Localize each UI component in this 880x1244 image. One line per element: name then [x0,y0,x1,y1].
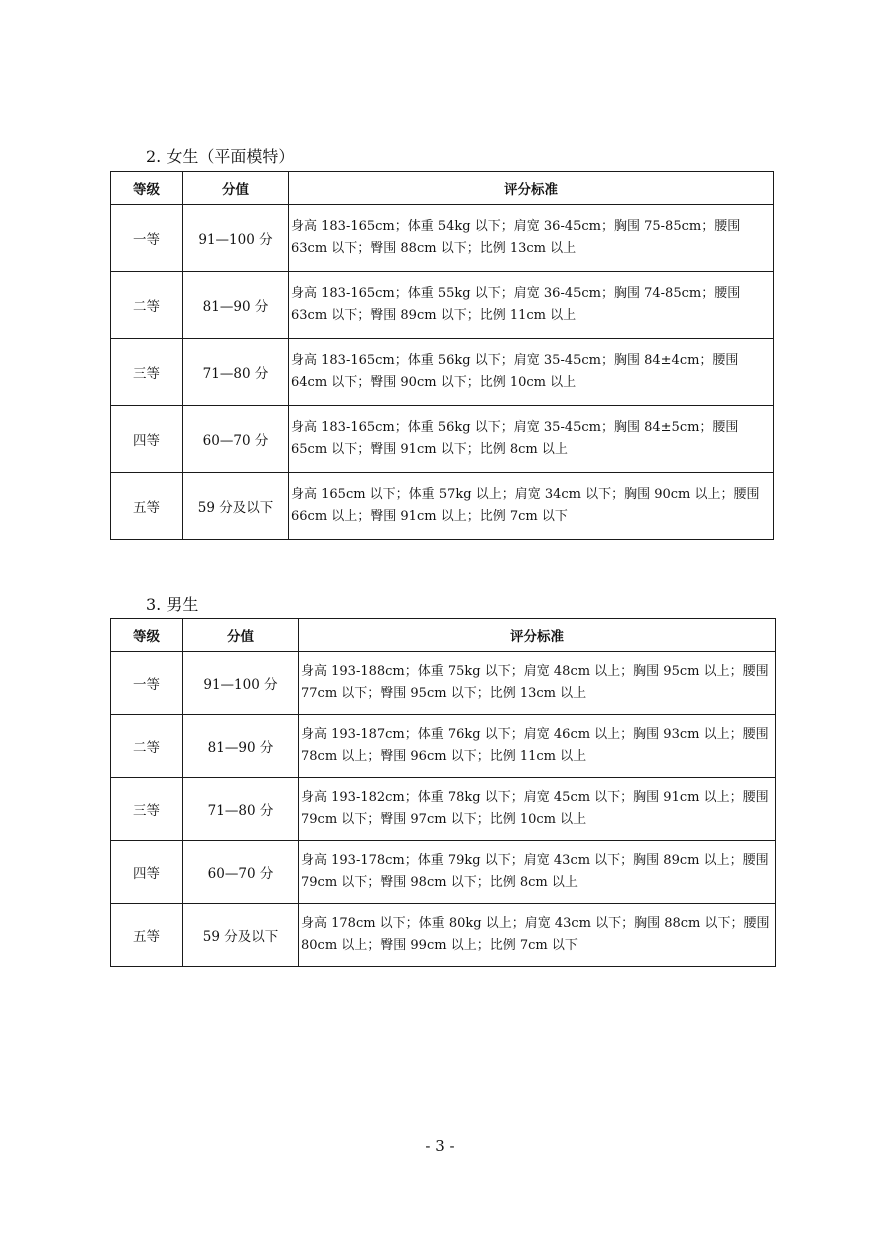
table-row [111,272,774,339]
criteria-cell: 身高 183-165cm；体重 54kg 以下；肩宽 36-45cm；胸围 75-85cm；腰围 63cm 以下；臀围 88cm 以下；比例 13cm 以上 [289,205,774,272]
criteria-cell: 身高 178cm 以下；体重 80kg 以上；肩宽 43cm 以下；胸围 88cm 以下；腰围 80cm 以上；臀围 99cm 以上；比例 7cm 以下 [299,904,776,967]
criteria-cell: 身高 193-188cm；体重 75kg 以下；肩宽 48cm 以上；胸围 95cm 以上；腰围 77cm 以下；臀围 95cm 以下；比例 13cm 以上 [299,652,776,715]
score-cell: 60—70 分 [183,841,299,904]
page-number: - 3 - [425,1137,455,1155]
score-cell: 59 分及以下 [183,904,299,967]
header-criteria: 评分标准 [289,172,774,205]
table-row [111,715,776,778]
grade-cell: 一等 [111,205,183,272]
table-row [111,904,776,967]
grade-cell: 四等 [111,406,183,473]
grade-cell: 二等 [111,272,183,339]
score-cell: 91—100 分 [183,205,289,272]
header-grade: 等级 [111,172,183,205]
criteria-cell: 身高 193-187cm；体重 76kg 以下；肩宽 46cm 以上；胸围 93cm 以上；腰围 78cm 以上；臀围 96cm 以下；比例 11cm 以上 [299,715,776,778]
header-score: 分值 [183,619,299,652]
criteria-cell: 身高 183-165cm；体重 56kg 以下；肩宽 35-45cm；胸围 84±4cm；腰围 64cm 以下；臀围 90cm 以下；比例 10cm 以上 [289,339,774,406]
score-cell: 71—80 分 [183,778,299,841]
header-score: 分值 [183,172,289,205]
score-cell: 91—100 分 [183,652,299,715]
table-row [111,841,776,904]
table-header-row [111,619,776,652]
criteria-cell: 身高 183-165cm；体重 56kg 以下；肩宽 35-45cm；胸围 84±5cm；腰围 65cm 以下；臀围 91cm 以下；比例 8cm 以上 [289,406,774,473]
criteria-cell: 身高 165cm 以下；体重 57kg 以上；肩宽 34cm 以下；胸围 90cm 以上；腰围 66cm 以上；臀围 91cm 以上；比例 7cm 以下 [289,473,774,540]
male-grading-table [110,618,776,967]
grade-cell: 一等 [111,652,183,715]
female-grading-table [110,171,774,540]
score-cell: 59 分及以下 [183,473,289,540]
grade-cell: 二等 [111,715,183,778]
score-cell: 60—70 分 [183,406,289,473]
table-row [111,339,774,406]
header-criteria: 评分标准 [299,619,776,652]
table-row [111,406,774,473]
criteria-cell: 身高 193-182cm；体重 78kg 以下；肩宽 45cm 以下；胸围 91cm 以上；腰围 79cm 以下；臀围 97cm 以下；比例 10cm 以上 [299,778,776,841]
header-grade: 等级 [111,619,183,652]
male-section-title: 3. 男生 [146,595,199,614]
criteria-cell: 身高 193-178cm；体重 79kg 以下；肩宽 43cm 以下；胸围 89cm 以上；腰围 79cm 以下；臀围 98cm 以下；比例 8cm 以上 [299,841,776,904]
score-cell: 81—90 分 [183,715,299,778]
female-section-title: 2. 女生（平面模特） [146,147,295,166]
table-header-row [111,172,774,205]
grade-cell: 三等 [111,778,183,841]
grade-cell: 三等 [111,339,183,406]
grade-cell: 四等 [111,841,183,904]
score-cell: 71—80 分 [183,339,289,406]
table-row [111,473,774,540]
score-cell: 81—90 分 [183,272,289,339]
table-row [111,652,776,715]
table-row [111,778,776,841]
criteria-cell: 身高 183-165cm；体重 55kg 以下；肩宽 36-45cm；胸围 74-85cm；腰围 63cm 以下；臀围 89cm 以下；比例 11cm 以上 [289,272,774,339]
grade-cell: 五等 [111,473,183,540]
grade-cell: 五等 [111,904,183,967]
table-row [111,205,774,272]
